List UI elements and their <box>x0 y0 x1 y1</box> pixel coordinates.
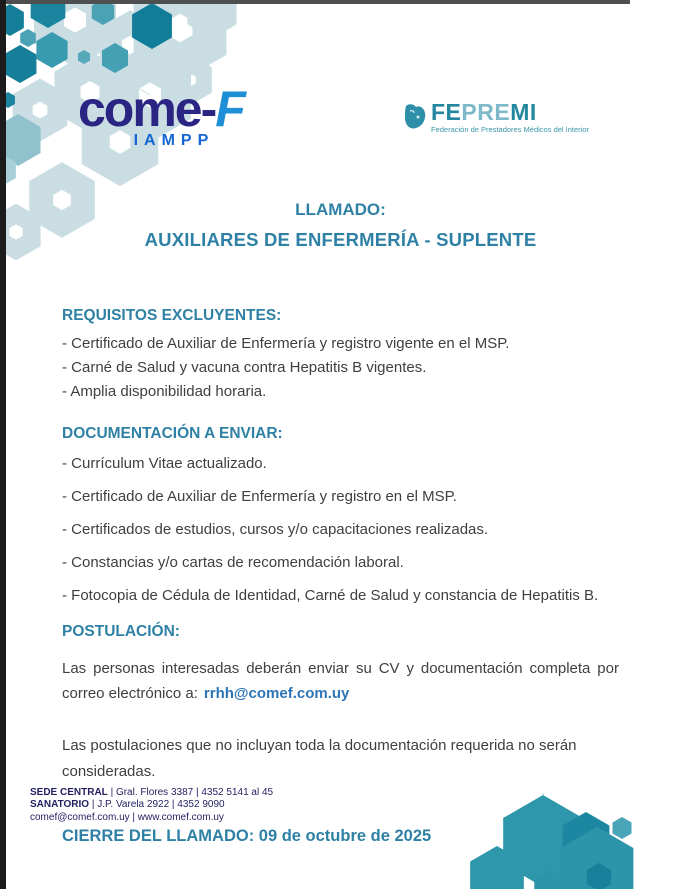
comef-dash: - <box>200 81 216 137</box>
sanatorio-label: SANATORIO <box>30 799 90 810</box>
requisitos-list <box>62 332 619 404</box>
document-footer <box>30 787 273 825</box>
requisitos-heading: REQUISITOS EXCLUYENTES: <box>62 307 282 324</box>
postulacion-heading: POSTULACIÓN: <box>62 623 180 640</box>
postulacion-note: Las postulaciones que no incluyan toda la documentación requerida no serán consideradas. <box>62 737 577 780</box>
document-content <box>0 307 681 846</box>
footer-line-sede <box>30 787 273 800</box>
comef-f-letter: F <box>215 81 244 137</box>
list-item: - Certificados de estudios, cursos y/o capacitaciones realizadas. <box>62 521 489 538</box>
page-top-edge <box>0 0 630 4</box>
postulacion-text: Las personas interesadas deberán enviar su CV y documentación completa por correo electrónico a: <box>62 660 619 702</box>
section-postulacion <box>62 623 619 785</box>
fepremi-text <box>431 101 589 134</box>
document-title <box>0 200 681 251</box>
documentacion-heading: DOCUMENTACIÓN A ENVIAR: <box>62 425 283 442</box>
sede-central-info: | Gral. Flores 3387 | 4352 5141 al 45 <box>107 786 274 798</box>
fepremi-subtitle: Federación de Prestadores Médicos del Interior <box>431 125 589 134</box>
comef-wordmark <box>78 81 244 137</box>
list-item: - Amplia disponibilidad horaria. <box>62 383 267 400</box>
comef-word: come <box>78 81 201 137</box>
sanatorio-info: | J.P. Varela 2922 | 4352 9090 <box>89 799 225 810</box>
fepremi-mi: MI <box>510 99 537 125</box>
fepremi-pre: PRE <box>461 99 511 125</box>
footer-line-contact: comef@comef.com.uy | www.comef.com.uy <box>30 811 224 823</box>
list-item: - Certificado de Auxiliar de Enfermería y registro vigente en el MSP. <box>62 335 510 352</box>
list-item: - Carné de Salud y vacuna contra Hepatitis B vigentes. <box>62 359 427 376</box>
list-item: - Currículum Vitae actualizado. <box>62 455 267 472</box>
section-documentacion <box>62 425 619 607</box>
list-item: - Fotocopia de Cédula de Identidad, Carné de Salud y constancia de Hepatitis B. <box>62 587 599 604</box>
documentacion-list <box>62 452 619 607</box>
list-item: - Constancias y/o cartas de recomendación laboral. <box>62 554 404 571</box>
fepremi-wordmark <box>431 101 589 124</box>
email-link[interactable]: rrhh@comef.com.uy <box>203 685 350 702</box>
title-line2: AUXILIARES DE ENFERMERÍA - SUPLENTE <box>144 229 537 250</box>
list-item: - Certificado de Auxiliar de Enfermería y registro en el MSP. <box>62 488 457 505</box>
document-header <box>0 0 681 172</box>
uruguay-map-icon <box>402 102 428 132</box>
fepremi-fe: FE <box>431 99 462 125</box>
cierre-del-llamado: CIERRE DEL LLAMADO: 09 de octubre de 2025 <box>62 827 432 845</box>
fepremi-logo <box>402 101 589 134</box>
page-left-edge <box>0 0 6 889</box>
comef-iampp-label: IAMPP <box>133 132 215 149</box>
title-line1: LLAMADO: <box>295 200 386 219</box>
comef-logo <box>78 81 244 150</box>
sede-central-label: SEDE CENTRAL <box>30 786 108 798</box>
postulacion-paragraph <box>62 656 619 706</box>
footer-line-sanatorio <box>30 799 273 812</box>
section-requisitos <box>62 307 619 404</box>
